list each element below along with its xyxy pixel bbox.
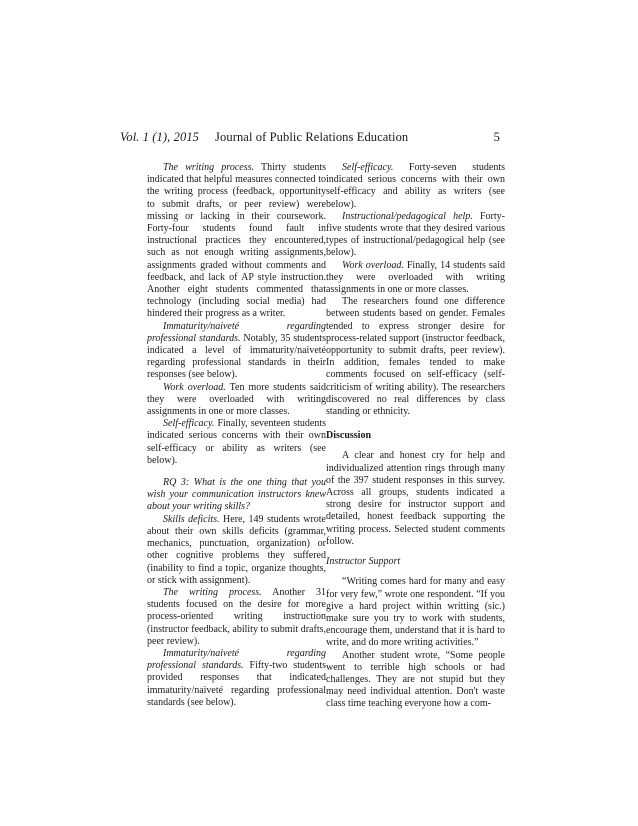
paragraph: Immaturity/naiveté regarding professional standards. Notably, 35 students indicated a level of immaturity/naiveté regarding professional standards in their responses (see below). xyxy=(147,320,326,381)
paragraph: Skills deficits. Here, 149 students wrote about their own skills deficits (grammar, mechanics, punctuation, organization) or other cognitive problems they suffered (inability to find a topic, organize thoughts, or stick with assignment). xyxy=(147,513,326,586)
paragraph: “Writing comes hard for many and easy for very few,” wrote one respondent. “If you give a hard project within writting (sic.) make sure you try to work with students, encourage them, understand that it is hard to write, and do more writing activities.” xyxy=(326,576,505,649)
paragraph: The researchers found one difference between students based on gender. Females tended to express stronger desire for process-related support (instructor feedback, opportunity to submit drafts, peer review). In addition, females tended to make comments focused on self-efficacy (self-criticism of writing ability). The researchers discovered no real differences by class standing or ethnicity. xyxy=(326,296,505,418)
paragraph: Another student wrote, “Some people went to terrible high schools or had challenges. They are not stupid but they may need individual attention. Don't waste class time teaching everyone how a com- xyxy=(326,649,505,710)
subsection-heading: Instructor Support xyxy=(326,556,401,568)
paragraph: Work overload. Finally, 14 students said they were overloaded with writing assignments in one or more classes. xyxy=(326,259,506,296)
journal-title: Journal of Public Relations Education xyxy=(215,130,409,144)
paragraph: A clear and honest cry for help and individualized attention rings through many of the 397 student responses in this survey. Across all groups, students indicated a strong desire for instructor support and detailed, honest feedback supporting the writing process. Selected student comments follow. xyxy=(326,450,505,547)
research-question: RQ 3: What is the one thing that you wish your communication instructors knew about your writing skills? xyxy=(147,477,326,513)
running-header xyxy=(120,130,500,150)
paragraph: Instructional/pedagogical help. Forty-five students wrote that they desired various types of instructional/pedagogical help (see below). xyxy=(326,210,505,259)
paragraph: Work overload. Ten more students said they were overloaded with writing assignments in one or more classes. xyxy=(147,381,326,418)
section-heading: Discussion xyxy=(326,430,372,442)
left-column xyxy=(147,162,326,709)
paragraph: Self-efficacy. Finally, seventeen students indicated serious concerns with their own self-efficacy or ability as writers (see below). xyxy=(147,418,326,466)
paragraph: The writing process. Thirty students indicated that helpful measures connected to the writing process (feedback, opportunity to submit drafts, or peer review) were missing or lacking in their coursework. Forty-four students found fault in instructional practices they encountered, such as not enough writing assignments, assignments graded without comments and feedback, and lack of AP style instruction. Another eight students commented that technology (including social media) had hindered their progress as a writer. xyxy=(147,162,327,320)
paragraph: Self-efficacy. Forty-seven students indicated serious concerns with their own self-efficacy and ability as writers (see below). xyxy=(326,162,505,210)
volume-issue: Vol. 1 (1), 2015 xyxy=(120,130,200,144)
right-column xyxy=(326,162,505,711)
paragraph: The writing process. Another 31 students focused on the desire for more process-oriented writing instruction (instructor feedback, ability to submit drafts, peer review). xyxy=(147,586,327,647)
page-number: 5 xyxy=(493,130,500,144)
paragraph: Immaturity/naiveté regarding professional standards. Fifty-two students provided responses that indicated immaturity/naiveté regarding professional standards (see below). xyxy=(147,647,326,708)
